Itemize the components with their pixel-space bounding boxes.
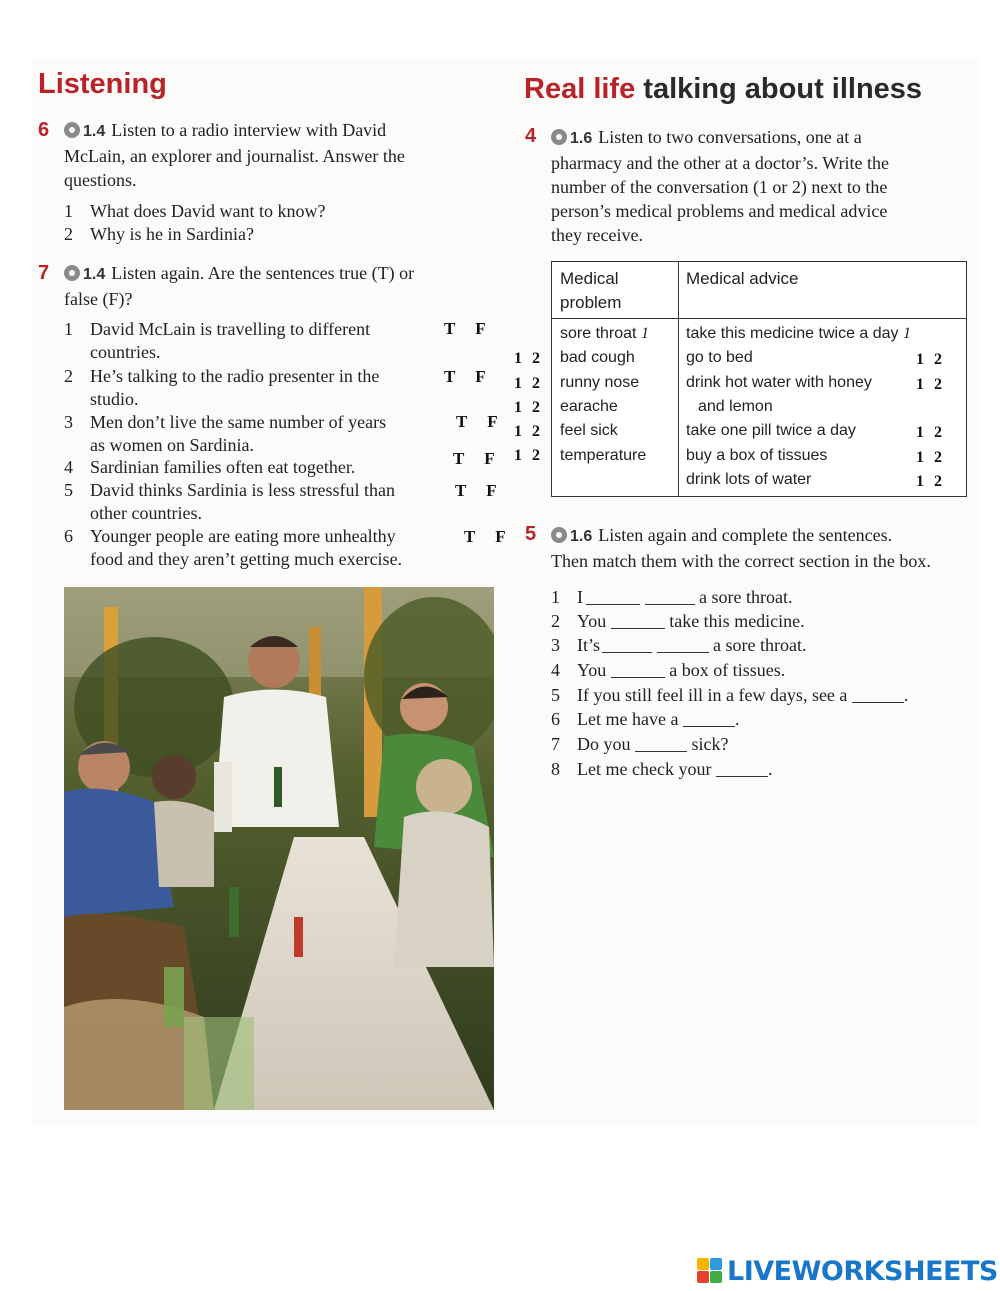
advice-cell: take one pill twice a day xyxy=(686,422,856,439)
advice-option-tissues[interactable]: 1 2 xyxy=(916,449,945,466)
medical-table xyxy=(551,261,967,497)
gap-fill-sentence: 7 Do you sick? xyxy=(551,734,729,754)
advice-cell: and lemon xyxy=(698,398,773,415)
gap-fill-sentence: 3 It’s a sore throat. xyxy=(551,635,807,655)
advice-option-hot-water[interactable]: 1 2 xyxy=(916,376,945,393)
advice-cell: drink hot water with honey xyxy=(686,374,872,391)
true-false-choice[interactable]: T F xyxy=(444,319,494,338)
header-medical-problem: Medical problem xyxy=(560,269,622,312)
problem-cell: sore throat 1 xyxy=(560,325,649,342)
question-item: 2 Why is he in Sardinia? xyxy=(64,224,254,244)
listening-heading: Listening xyxy=(38,68,167,100)
exercise-7-number: 7 xyxy=(38,262,50,284)
answer-blank[interactable] xyxy=(611,661,665,678)
answer-blank[interactable] xyxy=(645,588,695,605)
true-false-choice[interactable]: T F xyxy=(444,367,494,386)
audio-cd-icon[interactable] xyxy=(551,527,567,543)
exercise-4-instructions: 1.6 Listen to two conversations, one at a pharmacy and the other at a doctor’s. Write the number of the conversation (1 or 2) next to the person’s medical problems and medical advice they receive. xyxy=(551,127,889,245)
exercise-4-number: 4 xyxy=(525,125,537,147)
gap-fill-sentence: 4 You a box of tissues. xyxy=(551,660,786,680)
answer-blank[interactable] xyxy=(852,686,904,703)
advice-option-go-to-bed[interactable]: 1 2 xyxy=(916,351,945,368)
problem-cell: bad cough xyxy=(560,349,635,366)
gap-fill-sentence: 8 Let me check your . xyxy=(551,759,773,779)
gap-fill-sentence: 2 You take this medicine. xyxy=(551,611,805,631)
exercise-5-instructions: 1.6 Listen again and complete the sentences. Then match them with the correct section in the box. xyxy=(551,525,931,571)
problem-option-bad-cough[interactable]: 1 2 xyxy=(514,350,543,367)
answer-blank[interactable] xyxy=(602,636,652,653)
problem-option-earache[interactable]: 1 2 xyxy=(514,399,543,416)
advice-cell: drink lots of water xyxy=(686,471,812,488)
exercise-5-number: 5 xyxy=(525,523,537,545)
question-item: 1 What does David want to know? xyxy=(64,201,326,221)
liveworksheets-brand[interactable]: LIVEWORKSHEETS xyxy=(727,1256,998,1287)
table-divider xyxy=(678,262,679,496)
tf-statement: 3 Men don’t live the same number of years as women on Sardinia. xyxy=(64,412,387,455)
answer-blank[interactable] xyxy=(586,588,640,605)
advice-cell: go to bed xyxy=(686,349,753,366)
true-false-choice[interactable]: T F xyxy=(456,412,506,431)
track-number: 1.4 xyxy=(83,266,106,283)
header-medical-advice: Medical advice xyxy=(686,269,799,288)
true-false-choice[interactable]: T F xyxy=(455,481,505,500)
tf-statement: 5 David thinks Sardinia is less stressful than other countries. xyxy=(64,480,395,523)
tf-statement: 4 Sardinian families often eat together. xyxy=(64,457,356,477)
audio-cd-icon[interactable] xyxy=(64,122,80,138)
liveworksheets-logo-icon xyxy=(697,1258,723,1284)
table-divider xyxy=(552,318,966,319)
audio-cd-icon[interactable] xyxy=(551,129,567,145)
tf-statement: 6 Younger people are eating more unhealthy food and they aren’t getting much exercise. xyxy=(64,526,403,569)
exercise-7-instructions: 1.4 Listen again. Are the sentences true (T) or false (F)? xyxy=(64,263,415,309)
advice-option-one-pill[interactable]: 1 2 xyxy=(916,424,945,441)
gap-fill-sentence: 5 If you still feel ill in a few days, see a . xyxy=(551,685,909,705)
track-number: 1.6 xyxy=(570,528,593,545)
answer-blank[interactable] xyxy=(611,612,665,629)
advice-option-water[interactable]: 1 2 xyxy=(916,473,945,490)
answer-blank[interactable] xyxy=(657,636,709,653)
problem-cell: feel sick xyxy=(560,422,618,439)
problem-cell: temperature xyxy=(560,447,647,464)
problem-cell: runny nose xyxy=(560,374,640,391)
tf-statement: 2 He’s talking to the radio presenter in the studio. xyxy=(64,366,380,409)
exercise-6-instructions: 1.4 Listen to a radio interview with David McLain, an explorer and journalist. Answer the questions. xyxy=(64,120,405,190)
true-false-choice[interactable]: T F xyxy=(453,449,503,468)
track-number: 1.4 xyxy=(83,123,106,140)
gap-fill-sentence: 6 Let me have a . xyxy=(551,709,740,729)
dinner-party-photo xyxy=(64,587,494,1110)
gap-fill-sentence: 1 I a sore throat. xyxy=(551,587,793,607)
tf-statement: 1 David McLain is travelling to different countries. xyxy=(64,319,371,362)
problem-cell: earache xyxy=(560,398,618,415)
real-life-heading: Real life talking about illness xyxy=(524,73,923,105)
answer-blank[interactable] xyxy=(635,735,687,752)
problem-option-temperature[interactable]: 1 2 xyxy=(514,447,543,464)
audio-cd-icon[interactable] xyxy=(64,265,80,281)
track-number: 1.6 xyxy=(570,130,593,147)
problem-option-feel-sick[interactable]: 1 2 xyxy=(514,423,543,440)
advice-cell: take this medicine twice a day 1 xyxy=(686,325,911,342)
problem-option-runny-nose[interactable]: 1 2 xyxy=(514,375,543,392)
advice-cell: buy a box of tissues xyxy=(686,447,828,464)
true-false-choice[interactable]: T F xyxy=(464,527,514,546)
answer-blank[interactable] xyxy=(683,710,735,727)
photo-illustration xyxy=(64,587,494,1110)
answer-blank[interactable] xyxy=(716,760,768,777)
exercise-6-number: 6 xyxy=(38,119,50,141)
